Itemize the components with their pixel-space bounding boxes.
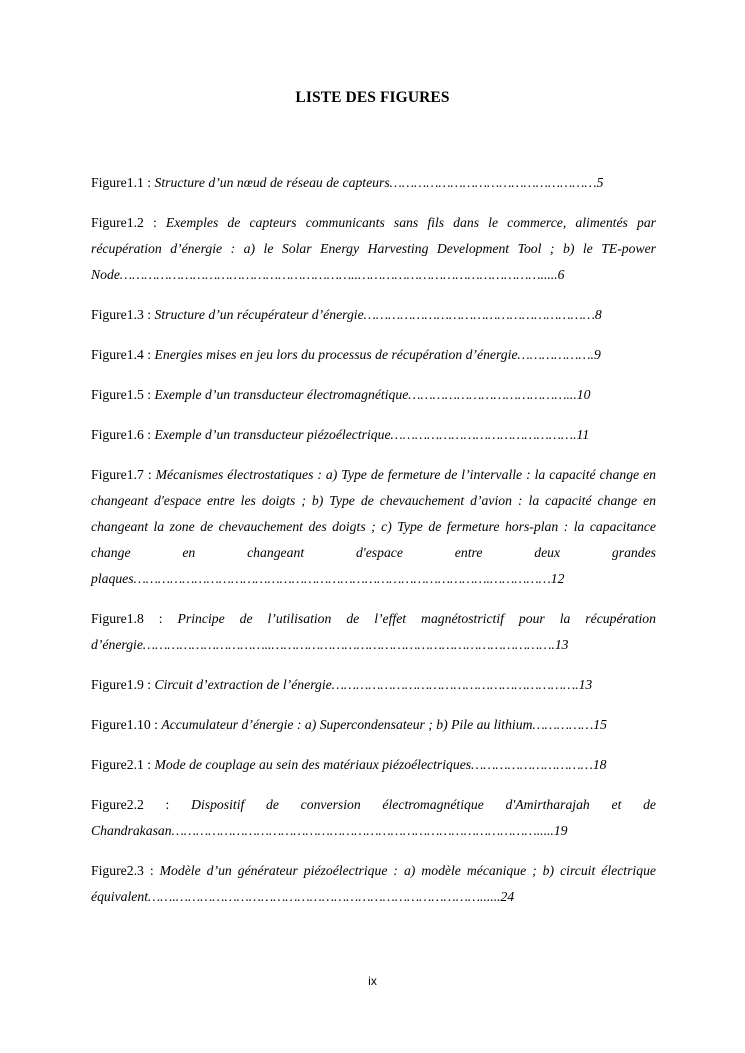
figure-label: Figure2.1 : xyxy=(91,757,155,772)
figure-caption: Modèle d’un générateur piézoélectrique : a) modèle mécanique ; b) circuit électrique équivalent…….…………………………………………………………………......24 xyxy=(91,863,657,904)
figure-entry xyxy=(91,712,656,738)
figure-entry xyxy=(91,302,656,328)
figure-entry xyxy=(91,210,656,288)
figure-entry xyxy=(91,342,656,368)
figure-label: Figure1.9 : xyxy=(91,677,155,692)
figure-label: Figure1.1 : xyxy=(91,175,155,190)
figure-caption: Energies mises en jeu lors du processus de récupération d’énergie……………….9 xyxy=(154,347,601,362)
page-number: ix xyxy=(368,974,377,988)
figure-label: Figure1.6 : xyxy=(91,427,155,442)
figure-caption: Mécanismes électrostatiques : a) Type de fermeture de l’intervalle : la capacité change en changeant d'espace entre les doigts ; b) Type de chevauchement d’avion : la capacité change en changeant la zone de chevauchement des doigts ; c) Type de fermeture hors-plan : la capacitance change en changeant d'espace entre deux grandes plaques…………………………………………………………………………….……………12 xyxy=(91,467,657,586)
figure-label: Figure1.4 : xyxy=(91,347,155,362)
figure-label: Figure1.8 : xyxy=(91,611,178,626)
figure-entry xyxy=(91,672,656,698)
figure-label: Figure1.2 : xyxy=(91,215,166,230)
page-title: LISTE DES FIGURES xyxy=(295,89,450,106)
figure-caption: Accumulateur d’énergie : a) Supercondensateur ; b) Pile au lithium……………15 xyxy=(161,717,607,732)
figure-label: Figure1.3 : xyxy=(91,307,155,322)
figure-caption: Principe de l’utilisation de l’effet magnétostrictif pour la récupération d’énergie…………………………..…………………………………………………………….13 xyxy=(91,611,656,652)
figure-entry xyxy=(91,792,656,844)
figure-caption: Exemple d’un transducteur électromagnétique…………………………………...10 xyxy=(154,387,591,402)
figure-caption: Circuit d’extraction de l’énergie…………………………………………………….13 xyxy=(154,677,593,692)
figure-label: Figure2.2 : xyxy=(91,797,192,812)
figure-label: Figure1.10 : xyxy=(91,717,162,732)
figure-label: Figure1.5 : xyxy=(91,387,155,402)
figure-caption: Exemples de capteurs communicants sans fils dans le commerce, alimentés par récupération d’énergie : a) le Solar Energy Harvesting Development Tool ; b) le TE-power Node…………………………………………………..……………………………………….....6 xyxy=(91,215,656,282)
figure-entry xyxy=(91,858,656,910)
figure-caption: Exemple d’un transducteur piézoélectrique……………………………………….11 xyxy=(154,427,590,442)
figure-entry xyxy=(91,422,656,448)
figure-entry xyxy=(91,462,656,592)
figure-caption: Structure d’un nœud de réseau de capteurs……………………………………………5 xyxy=(154,175,604,190)
figure-entry xyxy=(91,170,656,196)
figure-entry xyxy=(91,606,656,658)
figure-caption: Structure d’un récupérateur d’énergie…………………………………………………8 xyxy=(154,307,602,322)
figure-caption: Mode de couplage au sein des matériaux piézoélectriques…………………………18 xyxy=(154,757,607,772)
figure-label: Figure1.7 : xyxy=(91,467,156,482)
figure-list xyxy=(91,170,656,924)
figure-label: Figure2.3 : xyxy=(91,863,160,878)
figure-caption: Dispositif de conversion électromagnétique d'Amirtharajah et de Chandrakasan……………………………………………………………………………….....19 xyxy=(91,797,656,838)
figure-entry xyxy=(91,752,656,778)
figure-entry xyxy=(91,382,656,408)
